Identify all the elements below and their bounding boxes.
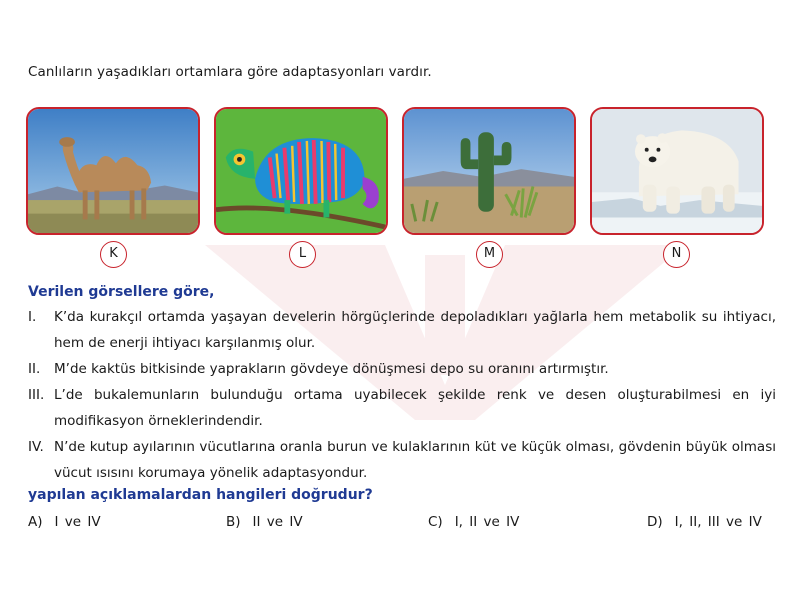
image-label-k: K — [100, 241, 127, 268]
option-c[interactable] — [428, 514, 519, 530]
cactus-icon — [404, 109, 574, 233]
question-text: yapılan açıklamalardan hangileri doğrudur? — [28, 487, 373, 503]
image-label-l: L — [289, 241, 316, 268]
option-label: C) — [428, 514, 443, 530]
image-card-m — [402, 107, 576, 235]
image-card-n — [590, 107, 764, 235]
option-b[interactable] — [226, 514, 303, 530]
statement-2 — [28, 356, 776, 382]
image-label-m: M — [476, 241, 503, 268]
statement-1 — [28, 304, 776, 356]
option-text: I ve IV — [54, 514, 101, 530]
intro-text: Canlıların yaşadıkları ortamlara göre adaptasyonları vardır. — [28, 64, 432, 80]
statement-number: IV. — [28, 439, 44, 455]
statement-number: II. — [28, 361, 41, 377]
camel-icon — [28, 109, 198, 233]
option-a[interactable] — [28, 514, 101, 530]
option-label: B) — [226, 514, 241, 530]
option-text: I, II ve IV — [454, 514, 520, 530]
image-label-n: N — [663, 241, 690, 268]
image-card-k — [26, 107, 200, 235]
polar-bear-icon — [592, 109, 762, 233]
statement-3 — [28, 382, 776, 434]
statement-text: K’da kurakçıl ortamda yaşayan develerin hörgüçlerinde depoladıkları yağlarla hem metabolik su ihtiyacı, hem de enerji ihtiyacı karşılanmış olur. — [54, 309, 776, 351]
statement-text: L’de bukalemunların bulunduğu ortama uyabilecek şekilde renk ve desen oluşturabilmesi en iyi modifikasyon örneklerindendir. — [54, 387, 776, 429]
option-text: I, II, III ve IV — [674, 514, 762, 530]
statement-text: N’de kutup ayılarının vücutlarına oranla burun ve kulaklarının küt ve küçük olması, gövdenin büyük olması vücut ısısını korumaya yönelik adaptasyondur. — [54, 439, 776, 481]
statement-number: I. — [28, 309, 37, 325]
option-label: A) — [28, 514, 43, 530]
statement-text: M’de kaktüs bitkisinde yaprakların gövdeye dönüşmesi depo su oranını artırmıştır. — [54, 361, 609, 377]
statements-lead: Verilen görsellere göre, — [28, 284, 215, 300]
option-d[interactable] — [647, 514, 762, 530]
option-text: II ve IV — [252, 514, 303, 530]
statement-number: III. — [28, 387, 45, 403]
image-card-l — [214, 107, 388, 235]
option-label: D) — [647, 514, 663, 530]
statement-4 — [28, 434, 776, 486]
chameleon-icon — [216, 109, 386, 233]
